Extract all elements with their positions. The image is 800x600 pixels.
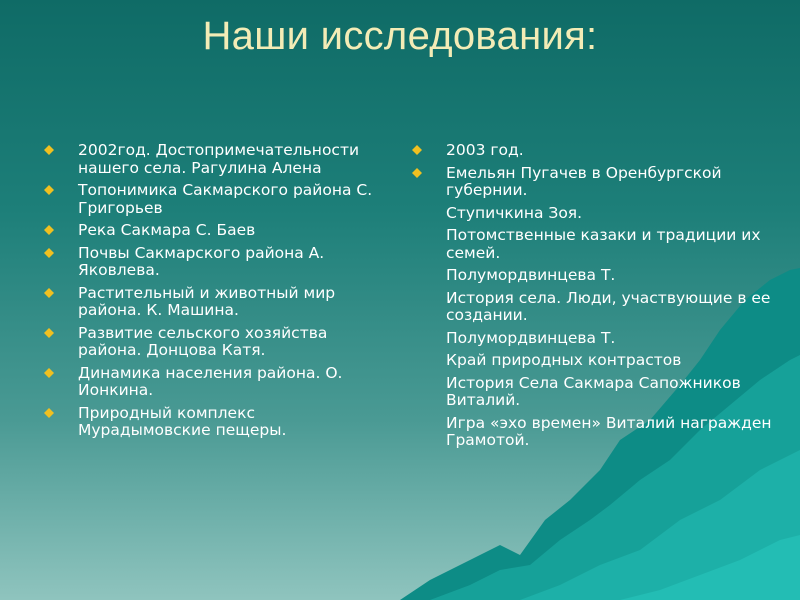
list-item-text: Река Сакмара С. Баев [78,221,256,239]
list-item [412,352,782,370]
list-item [44,365,389,400]
list-item [44,325,389,360]
list-item [412,415,782,450]
left-research-list [44,142,389,445]
list-item-text: Растительный и животный мир района. К. Машина. [78,283,336,319]
diamond-bullet-icon [44,408,54,418]
list-item [44,405,389,440]
list-item [44,142,389,177]
list-item-text: Игра «эхо времен» Виталий награжден Грамотой. [446,413,772,449]
diamond-bullet-icon [44,368,54,378]
list-item-text: Край природных контрастов [446,351,682,369]
list-item [412,375,782,410]
list-item [412,205,782,223]
diamond-bullet-icon [44,145,54,155]
list-item-text: Топонимика Сакмарского района С. Григорьев [78,181,373,217]
list-item [412,267,782,285]
list-item-text: История Села Сакмара Сапожников Виталий. [446,373,741,409]
diamond-bullet-icon [44,288,54,298]
list-item-text: Природный комплекс Мурадымовские пещеры. [78,403,287,439]
list-item-text: Ступичкина Зоя. [446,203,583,222]
diamond-bullet-icon [44,185,54,195]
slide-title: Наши исследования: [202,14,598,58]
list-item-text: Потомственные казаки и традиции их семей. [446,226,761,262]
right-research-list [412,142,782,455]
list-item [412,290,782,325]
diamond-bullet-icon [412,145,422,155]
diamond-bullet-icon [44,248,54,258]
list-item-text: Почвы Сакмарского района А. Яковлева. [78,243,325,279]
list-item [412,142,782,160]
list-item-text: 2003 год. [446,141,524,159]
diamond-bullet-icon [44,328,54,338]
list-item [44,285,389,320]
list-item [412,227,782,262]
list-item [44,222,389,240]
list-item-text: Полумордвинцева Т. [446,266,616,284]
list-item [44,182,389,217]
list-item-text: Емельян Пугачев в Оренбургской губернии. [446,163,722,199]
diamond-bullet-icon [44,225,54,235]
list-item-text: Развитие сельского хозяйства района. Донцова Катя. [78,323,328,359]
list-item-text: 2002год. Достопримечательности нашего села. Рагулина Алена [78,141,360,177]
list-item [412,165,782,200]
diamond-bullet-icon [412,168,422,178]
list-item-text: История села. Люди, участвующие в ее создании. [446,288,771,324]
list-item-text: Динамика населения района. О. Ионкина. [78,363,343,399]
list-item [44,245,389,280]
list-item-text: Полумордвинцева Т. [446,328,616,347]
list-item [412,330,782,348]
